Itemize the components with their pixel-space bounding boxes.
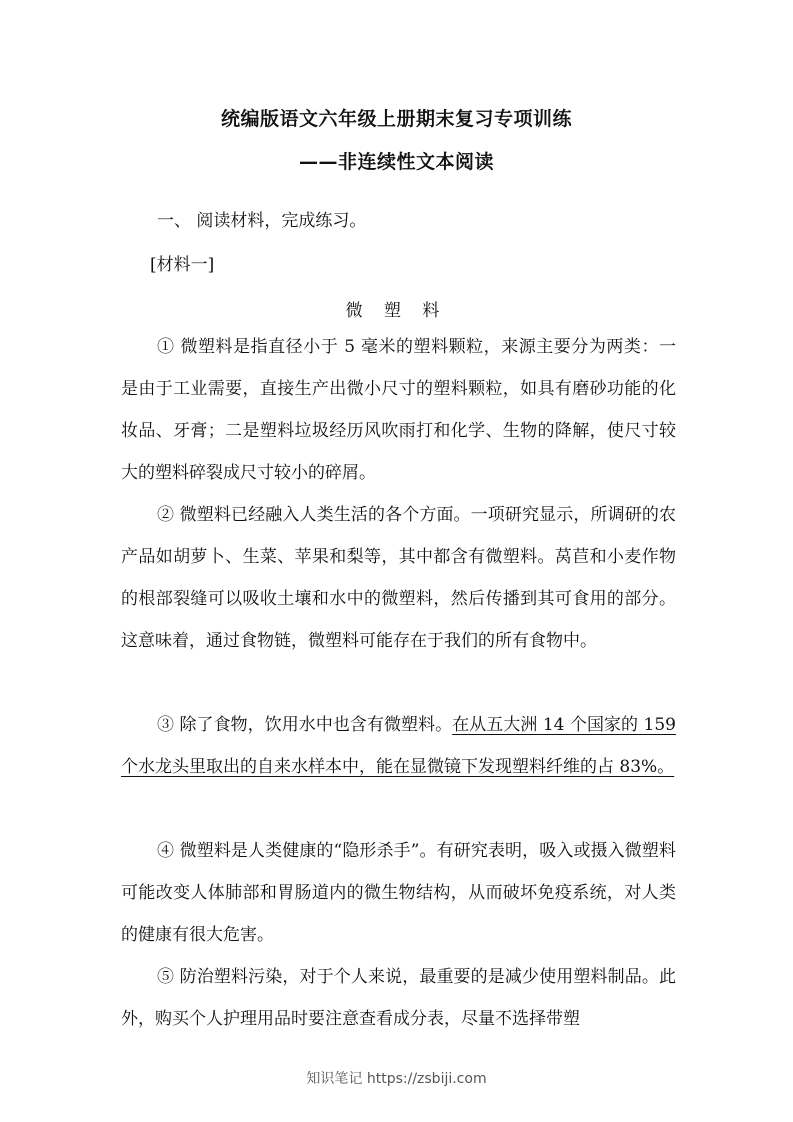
paragraph-1: ① 微塑料是指直径小于 5 毫米的塑料颗粒，来源主要分为两类：一是由于工业需要，直接生产出微小尺寸的塑料颗粒，如具有磨砂功能的化妆品、牙膏；二是塑料垃圾经历风吹雨打和化学、生物的降解，使尺寸较大的塑料碎裂成尺寸较小的碎屑。 [121,337,676,483]
paragraph-5: ⑤ 防治塑料污染，对于个人来说，最重要的是减少使用塑料制品。此外，购买个人护理用品时要注意查看成分表，尽量不选择带塑 [121,967,676,1029]
article-title: 微 塑 料 [345,301,448,321]
paragraph-3-underlined-text: 在从五大洲 14 个国家的 159 个水龙头里取出的自来水样本中，能在显微镜下发现塑料纤维的占 83%。 [121,715,676,777]
footer-watermark: 知识笔记 https://zsbiji.com [306,1071,487,1087]
paragraph-4: ④ 微塑料是人类健康的“隐形杀手”。有研究表明，吸入或摄入微塑料可能改变人体肺部和胃肠道内的微生物结构，从而破坏免疫系统，对人类的健康有很大危害。 [121,841,676,945]
paragraph-3-text: ③ 除了食物，饮用水中也含有微塑料。 [157,715,453,735]
page-subtitle: ——非连续性文本阅读 [298,151,494,173]
instruction-text: 一、 阅读材料，完成练习。 [157,211,367,231]
page-title: 统编版语文六年级上册期末复习专项训练 [220,108,572,130]
paragraph-3 [121,704,676,788]
paragraph-2: ② 微塑料已经融入人类生活的各个方面。一项研究显示，所调研的农产品如胡萝卜、生菜、苹果和梨等，其中都含有微塑料。莴苣和小麦作物的根部裂缝可以吸收土壤和水中的微塑料，然后传播到其可食用的部分。这意味着，通过食物链，微塑料可能存在于我们的所有食物中。 [121,505,676,651]
material-label: [材料一] [150,255,215,275]
